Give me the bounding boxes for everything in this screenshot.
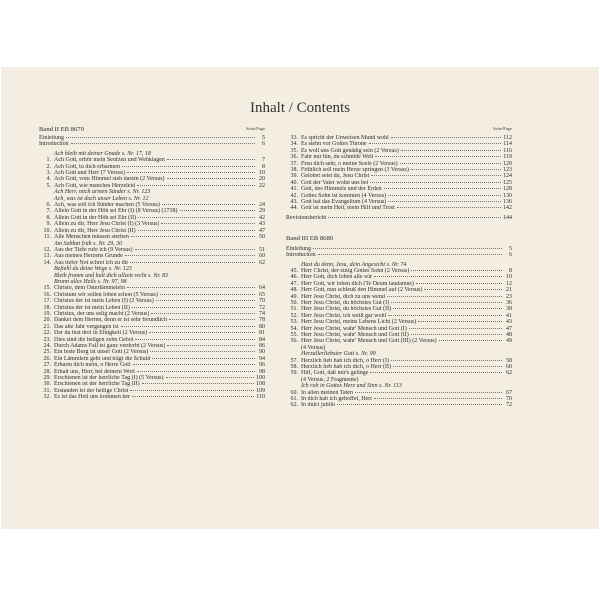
entry-title: Es ist das Heil uns kommen her <box>54 394 130 401</box>
entry-page: 136 <box>503 199 512 206</box>
entry-title: Ein Lämmlein geht und trägt die Schuld <box>54 355 151 362</box>
dot-leader <box>121 326 255 327</box>
entry-page: 43 <box>259 221 265 228</box>
entry-title: Ach Gott, erhör mein Seufzen und Wehklagen <box>54 157 165 164</box>
entry-page: 123 <box>503 167 512 174</box>
dot-leader <box>388 195 501 196</box>
entry-title: Herr Jesu Christ, wahr' Mensch und Gott (III) (2 Versus) <box>301 338 437 345</box>
entry-number: 13. <box>43 253 51 260</box>
entry-number: 56. <box>290 338 298 345</box>
entry-title: Danket dem Herren, denn er ist sehr freundlich <box>54 317 167 324</box>
toc-entry <box>286 402 512 408</box>
entry-title: Christus, der uns selig macht (2 Versus) <box>54 310 150 317</box>
entry-page: 110 <box>256 394 265 401</box>
entry-title: Allein zu dir, Herr Jesu Christ (I) (3 Versus) <box>54 221 160 228</box>
entry-number: 22. <box>43 330 51 337</box>
dot-leader <box>162 204 255 205</box>
left-front-matter <box>39 135 265 148</box>
entry-title: Ein feste Burg ist unser Gott (2 Versus) <box>54 349 149 356</box>
dot-leader <box>137 371 255 372</box>
dot-leader <box>71 143 255 144</box>
entry-number: 57. <box>290 357 298 364</box>
dot-leader <box>411 169 501 170</box>
cross-reference: Ach Herr, mich armen Sünder s. Nr. 123 <box>54 189 151 196</box>
cross-reference: Ach bleib mit deiner Gnade s. Nr. 17, 18 <box>54 150 151 157</box>
entry-title: Ach Gott, tu dich erbarmen <box>54 163 120 170</box>
entry-title: Es stehn vor Gottes Throne <box>301 141 367 148</box>
entry-page: 72 <box>506 402 512 409</box>
entry-number: 51. <box>290 306 298 313</box>
cross-reference: Am Sabbat früh s. Nr. 29, 30 <box>54 240 123 247</box>
entry-page: 47 <box>506 325 512 332</box>
entry-title: Herr Jesu Christ, dich zu uns wend <box>301 293 385 300</box>
dot-leader <box>160 294 255 295</box>
entry-title: Herzlich lieb hab ich dich, o Herr (I) <box>301 357 389 364</box>
entry-page: 64 <box>259 285 265 292</box>
dot-leader <box>152 358 255 359</box>
entry-number: 52. <box>290 312 298 319</box>
entry-number: 19. <box>43 310 51 317</box>
cross-reference: Hast du denn, Jesu, dein Angesicht s. Nr. 74 <box>301 261 407 268</box>
entry-title: Gottes Sohn ist kommen (4 Versus) <box>301 192 387 199</box>
dot-leader <box>130 390 254 391</box>
entry-page: 109 <box>256 387 265 394</box>
entry-number: 31. <box>43 387 51 394</box>
entry-page: 74 <box>259 310 265 317</box>
entry-page: 41 <box>506 312 512 319</box>
entry-title: Einleitung <box>39 135 64 141</box>
entry-number: 28. <box>43 368 51 375</box>
dot-leader <box>167 159 255 160</box>
dot-leader <box>125 255 255 256</box>
entry-page: 36 <box>506 299 512 306</box>
entry-number: 33. <box>290 135 298 141</box>
entry-title: Der du bist drei in Einigkeit (2 Versus) <box>54 330 148 337</box>
toc-entry <box>39 394 265 400</box>
entry-title: Ach, was soll ich Sünder machen (5 Versus) <box>54 202 160 209</box>
entry-page: 120 <box>503 160 512 167</box>
entry-number: 24. <box>43 343 51 349</box>
entry-page: 47 <box>259 227 265 234</box>
dot-leader <box>393 366 502 367</box>
cross-reference: Ach, was ist doch unser Leben s. Nr. 12 <box>54 195 149 202</box>
dot-leader <box>387 296 502 297</box>
entry-number: 11. <box>43 234 51 241</box>
entry-page: 108 <box>256 381 265 388</box>
entry-number: 43. <box>290 199 298 206</box>
left-entries <box>39 151 265 401</box>
dot-leader <box>127 172 255 173</box>
entry-number: 21. <box>43 323 51 330</box>
entry-number: 47. <box>290 280 298 287</box>
entry-number: 30. <box>43 381 51 388</box>
entry-number: 1. <box>46 157 51 164</box>
cross-reference: Brunn alles Heils s. Nr. 97, 98 <box>54 278 127 285</box>
entry-title: Gott hat das Evangelium (4 Versus) <box>301 199 387 206</box>
entry-page: 42 <box>259 214 265 221</box>
entry-title: Herr Christ, der einig Gottes Sohn (2 Versus) <box>301 267 410 274</box>
entry-page: 10 <box>506 274 512 281</box>
dot-leader <box>161 223 255 224</box>
entry-title: Aus tiefer Not schrei ich zu dir <box>54 259 129 266</box>
dot-leader <box>370 182 501 183</box>
entry-title: Aus der Tiefe rufe ich (9 Versus) <box>54 246 133 253</box>
entry-page: 6 <box>262 141 265 148</box>
entry-page: 125 <box>503 179 512 186</box>
entry-title: Gott der Vater wohn uns bei <box>301 179 369 186</box>
entry-number: 10. <box>43 227 51 234</box>
entry-title: In dich hab ich gehoffet, Herr <box>301 396 373 403</box>
entry-page: 81 <box>259 330 265 337</box>
entry-page: 67 <box>506 389 512 396</box>
dot-leader <box>388 201 501 202</box>
page-column-label: Seite/Page <box>493 126 512 131</box>
entry-page: 70 <box>259 298 265 305</box>
entry-title: Herr Gott, wir loben dich (Te Deum laudamus) <box>301 280 414 287</box>
entry-number: 6. <box>46 202 51 209</box>
dot-leader <box>401 150 502 151</box>
entry-page: 84 <box>259 336 265 343</box>
dot-leader <box>156 300 255 301</box>
entry-title: Allein Gott in der Höh sei Ehr (II) <box>54 214 137 221</box>
entry-page: 22 <box>259 182 265 189</box>
entry-number: 23. <box>43 336 51 343</box>
entry-number: 20. <box>43 317 51 324</box>
entry-title: Introduction <box>39 141 69 148</box>
dot-leader <box>391 302 502 303</box>
dot-leader <box>137 185 255 186</box>
dot-leader <box>374 398 502 399</box>
entry-page: 119 <box>503 154 512 161</box>
entry-title: Ach Gott und Herr (7 Versus) <box>54 170 126 177</box>
entry-number: 53. <box>290 319 298 326</box>
dot-leader <box>318 254 502 255</box>
entry-number: 37. <box>290 160 298 167</box>
entry-page: 58 <box>506 357 512 364</box>
entry-page: 124 <box>503 173 512 180</box>
entry-title: Hilf, Gott, daß mir's gelinge <box>301 370 369 377</box>
entry-title: Das alte Jahr vergangen ist <box>54 323 119 330</box>
entry-page: 8 <box>262 163 265 170</box>
entry-number: 46. <box>290 274 298 281</box>
entry-title: Freu dich sehr, o meine Seele (2 Versus) <box>301 160 398 167</box>
dot-leader <box>138 217 255 218</box>
entry-page: 78 <box>259 317 265 324</box>
dot-leader <box>132 307 255 308</box>
dot-leader <box>355 392 502 393</box>
entry-page: 62 <box>259 259 265 266</box>
entry-title: Herr Jesu Christ, wahr' Mensch und Gott (I) <box>301 325 407 332</box>
entry-title: Erhalt uns, Herr, bei deinem Wort <box>54 368 135 375</box>
entry-title: Herr Jesu Christ, du höchstes Gut (II) <box>301 306 392 313</box>
dot-leader <box>391 360 502 361</box>
dot-leader <box>393 308 502 309</box>
entry-page: 48 <box>506 331 512 338</box>
entry-number: 2. <box>46 163 51 170</box>
entry-title: Erstanden ist der heilige Christ <box>54 387 129 394</box>
entry-title: Fahr nur hin, du schnöde Welt <box>301 154 374 161</box>
entry-page: 12 <box>506 280 512 287</box>
entry-page: 50 <box>259 234 265 241</box>
entry-number: 54. <box>290 325 298 332</box>
cross-reference: Ich ruh in Gottes Herz und Sinn s. Nr. 113 <box>301 383 402 390</box>
entry-number: 42. <box>290 192 298 199</box>
entry-number: 29. <box>43 375 51 382</box>
entry-page: 98 <box>259 368 265 375</box>
dot-leader <box>167 178 255 179</box>
entry-page: 80 <box>259 323 265 330</box>
entry-continuation: (4 Versus, 2 Fragmente) <box>301 376 359 383</box>
entry-number: 26. <box>43 355 51 362</box>
entry-page: 90 <box>259 349 265 356</box>
dot-leader <box>371 175 501 176</box>
entry-page: 5 <box>509 245 512 252</box>
right-column-header <box>286 127 512 135</box>
entry-number: 18. <box>43 304 51 311</box>
entry-title: Es spricht der Unweisen Mund wohl <box>301 135 389 141</box>
entry-number: 32. <box>43 394 51 401</box>
entry-number: 39. <box>290 173 298 180</box>
entry-title: Herzlich lieb hab ich dich, o Herr (II) <box>301 364 391 371</box>
entry-number: 50. <box>290 299 298 306</box>
entry-page: 62 <box>506 370 512 377</box>
entry-title: Gelobet seist du, Jesu Christ <box>301 173 370 180</box>
dot-leader <box>391 137 501 138</box>
dot-leader <box>169 319 255 320</box>
entry-number: 45. <box>290 267 298 274</box>
entry-page: 142 <box>503 205 512 212</box>
dot-leader <box>416 283 502 284</box>
entry-number: 60. <box>290 389 298 396</box>
entry-page: 114 <box>503 141 512 148</box>
dot-leader <box>180 210 255 211</box>
entry-title: Allein Gott in der Höh sei Ehr (I) (8 Versus) (1738) <box>54 208 178 215</box>
entry-number: 61. <box>290 396 298 403</box>
entry-page: 43 <box>506 319 512 326</box>
entry-page: 24 <box>259 202 265 209</box>
entry-page: 8 <box>509 267 512 274</box>
entry-page: 21 <box>506 287 512 294</box>
entry-number: 58. <box>290 364 298 371</box>
entry-page: 112 <box>503 135 512 141</box>
dot-leader <box>66 137 255 138</box>
entry-number: 3. <box>46 170 51 177</box>
entry-number: 14. <box>43 259 51 266</box>
entry-number: 59. <box>290 370 298 377</box>
entry-number: 15. <box>43 285 51 292</box>
entry-title: Erschienen ist der herrliche Tag (II) <box>54 381 140 388</box>
entry-title: Dies sind die heilgen zehn Gebot <box>54 336 134 343</box>
entry-number: 27. <box>43 362 51 369</box>
entry-number: 62. <box>290 402 298 409</box>
entry-title: Herr Jesu Christ, meins Lebens Licht (2 Versus) <box>301 319 417 326</box>
entry-page: 116 <box>503 147 512 154</box>
dot-leader <box>370 372 502 373</box>
revision-title: Revisionsbericht <box>286 214 327 221</box>
right-entries-continued <box>286 135 512 212</box>
entry-page: 60 <box>506 364 512 371</box>
entry-title: Herr Jesu Christ, wahr' Mensch und Gott (II) <box>301 331 409 338</box>
dot-leader <box>409 328 502 329</box>
entry-page: 70 <box>506 396 512 403</box>
entry-title: Gott ist mein Heil, mein Hilf und Trost <box>301 205 395 212</box>
cross-reference: Bleib fromm und halt dich allzeit recht s. Nr. 83 <box>54 272 169 279</box>
entry-title: Fröhlich soll mein Herze springen (3 Versus) <box>301 167 409 174</box>
entry-title: Herr Gott, dich loben alle wir <box>301 274 372 281</box>
entry-number: 5. <box>46 182 51 189</box>
entry-page: 65 <box>259 291 265 298</box>
entry-page: 23 <box>506 293 512 300</box>
dot-leader <box>375 156 501 157</box>
entry-number: 9. <box>46 221 51 228</box>
entry-title: Ach Gott, vom Himmel sieh darein (2 Versus) <box>54 176 165 183</box>
entry-title: Durch Adams Fall ist ganz verderbt (2 Versus) <box>54 343 166 349</box>
dot-leader <box>400 163 501 164</box>
dot-leader <box>411 334 502 335</box>
entry-page: 128 <box>503 186 512 193</box>
entry-title: In dulci jubilo <box>301 402 335 409</box>
dot-leader <box>166 377 255 378</box>
entry-number: 16. <box>43 291 51 298</box>
right-front-matter <box>286 246 512 259</box>
entry-page: 6 <box>509 252 512 259</box>
entry-page: 49 <box>506 338 512 345</box>
dot-leader <box>131 236 255 237</box>
entry-number: 36. <box>290 154 298 161</box>
dot-leader <box>313 248 502 249</box>
entry-page: 29 <box>259 208 265 215</box>
entry-number: 41. <box>290 186 298 193</box>
entry-title: Herr Gott, nun schleuß den Himmel auf (2 Versus) <box>301 287 423 294</box>
dot-leader <box>132 396 254 397</box>
entry-title: Herr Jesu Christ, ich weiß gar wohl <box>301 312 387 319</box>
entry-page: 72 <box>259 304 265 311</box>
dot-leader <box>411 270 502 271</box>
dot-leader <box>369 143 502 144</box>
entry-page: 86 <box>259 343 265 349</box>
entry-number: 44. <box>290 205 298 212</box>
dot-leader <box>337 404 502 405</box>
entry-number: 4. <box>46 176 51 183</box>
revision-page: 144 <box>503 214 512 221</box>
entry-page: 5 <box>262 135 265 141</box>
entry-page: 130 <box>503 192 512 199</box>
dot-leader <box>397 207 501 208</box>
entry-title: In allen meinen Taten <box>301 389 353 396</box>
entry-title: Einleitung <box>286 245 311 252</box>
dot-leader <box>424 289 502 290</box>
entry-title: Allein zu dir, Herr Jesu Christ (II) <box>54 227 136 234</box>
dot-leader <box>133 364 255 365</box>
dot-leader <box>167 345 255 346</box>
dot-leader <box>384 188 501 189</box>
entry-title: Christum wir sollen loben schon (5 Versus) <box>54 291 158 298</box>
entry-page: 38 <box>506 306 512 313</box>
entry-number: 49. <box>290 293 298 300</box>
entry-title: Alle Menschen müssen sterben <box>54 234 129 241</box>
entry-number: 25. <box>43 349 51 356</box>
entry-title: Herr Jesu Christ, du höchstes Gut (I) <box>301 299 390 306</box>
left-column-header <box>39 127 265 135</box>
right-entries <box>286 262 512 409</box>
entry-page: 7 <box>262 157 265 164</box>
entry-number: 38. <box>290 167 298 174</box>
dot-leader <box>122 166 255 167</box>
entry-title: Christus der ist mein Leben (I) (2 Versus) <box>54 298 154 305</box>
entry-title: Erbarm dich mein, o Herre Gott <box>54 362 131 369</box>
entry-page: 100 <box>256 375 265 382</box>
entry-continuation: (4 Versus) <box>301 344 326 351</box>
dot-leader <box>130 262 255 263</box>
entry-page: 94 <box>259 355 265 362</box>
dot-leader <box>374 276 502 277</box>
cross-reference: Herzallerliebster Gott s. Nr. 99 <box>301 351 376 358</box>
dot-leader <box>151 313 255 314</box>
page-column-label: Seite/Page <box>246 126 265 131</box>
dot-leader <box>138 230 255 231</box>
page-title: Inhalt / Contents <box>250 100 350 116</box>
entry-number: 55. <box>290 331 298 338</box>
dot-leader <box>135 249 255 250</box>
entry-page: 20 <box>259 176 265 183</box>
dot-leader <box>142 383 254 384</box>
entry-title: Introduction <box>286 252 316 259</box>
entry-number: 48. <box>290 287 298 294</box>
entry-title: Erschienen ist der herrliche Tag (I) (5 Versus) <box>54 375 164 382</box>
dot-leader <box>149 332 255 333</box>
entry-number: 34. <box>290 141 298 148</box>
entry-number: 12. <box>43 246 51 253</box>
entry-page: 96 <box>259 362 265 369</box>
entry-title: Ach Gott, wie manches Herzeleid <box>54 182 136 189</box>
entry-title: Es woll uns Gott genädig sein (2 Versus) <box>301 147 399 154</box>
entry-title: Christo, dem Osterlämmelein <box>54 285 125 292</box>
entry-number: 35. <box>290 147 298 154</box>
entry-page: 51 <box>259 246 265 253</box>
band-heading: Band III EB 8680 <box>286 235 334 243</box>
dot-leader <box>388 315 502 316</box>
entry-title: Gott, des Himmels und der Erden <box>301 186 382 193</box>
band-heading: Band II EB 8679 <box>39 126 84 133</box>
dot-leader <box>150 351 255 352</box>
dot-leader <box>418 321 502 322</box>
entry-title: Christus der ist mein Leben (II) <box>54 304 130 311</box>
entry-number: 40. <box>290 179 298 186</box>
dot-leader <box>439 340 502 341</box>
dot-leader <box>135 339 255 340</box>
contents-right-column <box>286 127 512 409</box>
entry-title: Aus meines Herzens Grunde <box>54 253 123 260</box>
entry-number: 8. <box>46 214 51 221</box>
cross-reference: Befiehl du deine Wege s. Nr. 123 <box>54 266 132 273</box>
dot-leader <box>127 287 255 288</box>
entry-number: 17. <box>43 298 51 305</box>
entry-number: 7. <box>46 208 51 215</box>
entry-page: 10 <box>259 170 265 177</box>
contents-left-column <box>39 127 265 401</box>
entry-page: 60 <box>259 253 265 260</box>
